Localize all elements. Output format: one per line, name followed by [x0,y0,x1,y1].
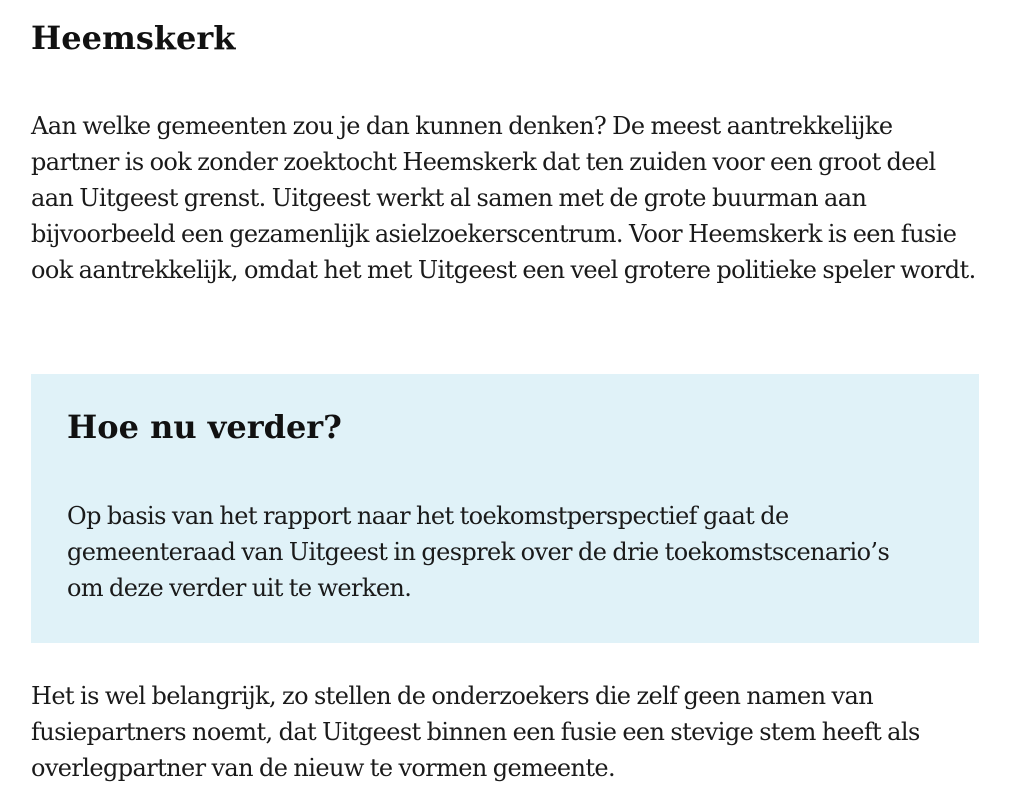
info-box-body: Op basis van het rapport naar het toekomstperspectief gaat de gemeenteraad van Uitgeest in gesprek over de drie toekomstscenario’s om deze verder uit te werken. [67,502,890,602]
info-box [31,374,979,643]
paragraph-closing: Het is wel belangrijk, zo stellen de onderzoekers die zelf geen namen van fusiepartners noemt, dat Uitgeest binnen een fusie een stevige stem heeft als overlegpartner van de nieuw te vormen gemeente. [31,682,920,782]
info-box-title: Hoe nu verder? [67,408,342,446]
paragraph-heemskerk: Aan welke gemeenten zou je dan kunnen denken? De meest aantrekkelijke partner is ook zonder zoektocht Heemskerk dat ten zuiden voor een groot deel aan Uitgeest grenst. Uitgeest werkt al samen met de grote buurman aan bijvoorbeeld een gezamenlijk asielzoekerscentrum. Voor Heemskerk is een fusie ook aantrekkelijk, omdat het met Uitgeest een veel grotere politieke speler wordt. [31,112,976,284]
section-heading: Heemskerk [31,19,236,57]
